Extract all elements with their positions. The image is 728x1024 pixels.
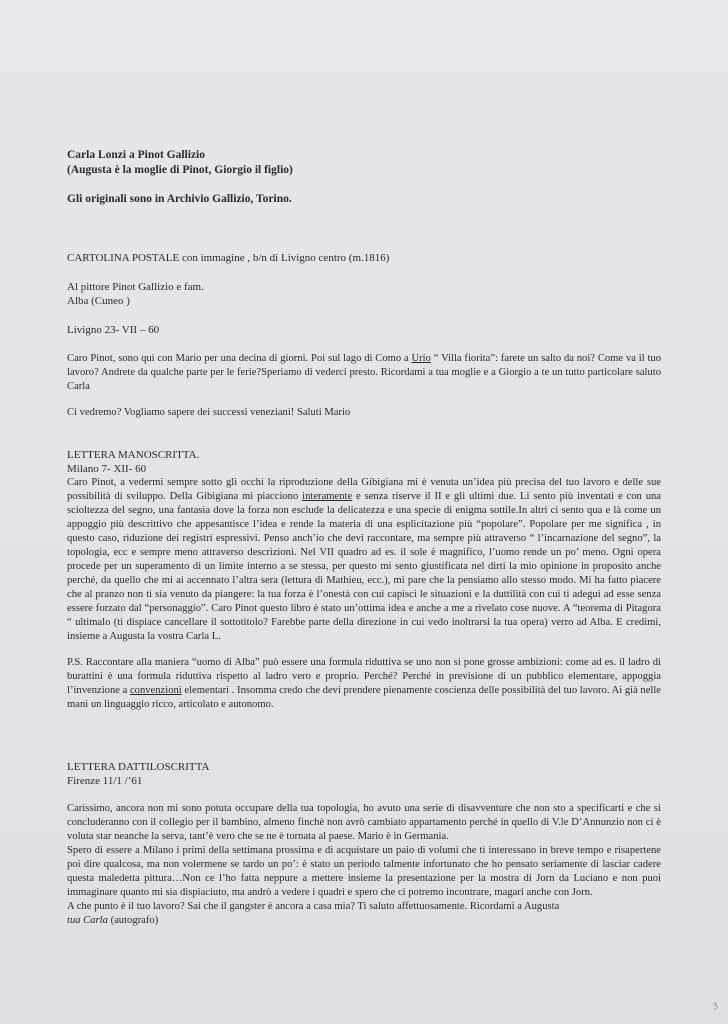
postcard-date: Livigno 23- VII – 60 — [67, 324, 160, 336]
postcard-body-text-2: “ Villa fiorita”: farete un salto da noi? Come va il tuo lavoro? Andrete da qualche parte per le ferie?Speriamo di vederci presto. Ricordami a tua moglie e a Giorgio a te un tutto particolare saluto Carla — [67, 353, 661, 392]
archive-note: Gli originali sono in Archivio Gallizio, Torino. — [67, 193, 292, 205]
letter2-paragraph-3 — [67, 900, 661, 928]
document-header — [67, 148, 661, 207]
letter2-closing: A che punto è il tuo lavoro? Sai che il gangster è ancora a casa mia? Ti saluto affettuosamente. Ricordami a Augusta — [67, 901, 560, 912]
letter-manuscript-section — [67, 448, 661, 712]
letter1-underlined-word: interamente — [302, 491, 353, 502]
letter1-body-text: Caro Pinot, a vedermi sempre sotto gli occhi la riproduzione della Gibigiana mi è venuta un’idea più precisa del tuo lavoro e delle sue possibilità di sviluppo. Della Gibigiana mi piacciono — [67, 477, 661, 502]
letter2-paragraph-1: Carissimo, ancora non mi sono potuta occupare della tua topologia, ho avuto una serie di disavventure che non sto a specificarti e che si concluderanno con il collegio per il bambino, almeno finchè non avrò cambiato appartamento perché in quello di V.le D’Annunzio non ci è voluta star neanche la serva, tant’è vero che se ne è tornata al paese. Mario è in Germania. — [67, 803, 661, 842]
postcard-heading: CARTOLINA POSTALE con immagine , b/n di Livigno centro (m.1816) — [67, 252, 390, 264]
postcard-ps: Ci vedremo? Vogliamo sapere dei successi veneziani! Saluti Mario — [67, 407, 351, 418]
title-line-2: (Augusta è la moglie di Pinot, Giorgio il figlio) — [67, 164, 293, 176]
letter1-body-text-2: e senza riserve il II e gli ultimi due. Li sento più inventati e con una scioltezza del segno, una fantasia dove la forza non esclude la delicatezza e una specie di enigma sottile.In altri ci sento qua e là come un appoggio più descrittivo che appesantisce l’idea e rende la materia di una esplicitazione più “popolare”. Popolare per me significa , in questo caso, riduzione dei registri espressivi. Penso anch’io che devi raccontare, ma sempre più attraverso “ l’incarnazione del segno”, la topologia, ecc e sempre meno attraverso descrizioni. Nel VII quadro ad es. il sole è magnifico, l’uomo rende un po’ meno. Ogni opera procede per un superamento di un limite interno a se stessa, per questo mi sento giustificata nel dirti la mio opinione in proposito anche perché, da quello che mi ai accennato l’altra sera (lettura di Mathieu, ecc.), mi pare che la pensiamo allo stesso modo. Mi ha fatto piacere che al pranzo non ti sia venuto da piangere: la tua forza è l’onestà con cui capisci le situazioni e la duttilità con cui ti adegui ad esse senza essere forzato dal “personaggio”. Caro Pinot questo libro è stato un’ottima idea e anche a me a rivelato cose nuove. A “teorema di Pitagora “ ultimalo (ti dispiace cancellare il sottotitolo? Farebbe parte della direzione in cui vedo inoltrarsi la tua opera) verro ad Alba. E credimi, insieme a Augusta la vostra Carla L. — [67, 491, 661, 642]
corner-pencil-mark: 3 — [710, 1000, 721, 1013]
postcard-body-text: Caro Pinot, sono qui con Mario per una decina di giorni. Poi sul lago di Como a — [67, 353, 412, 364]
postcard-address-1: Al pittore Pinot Gallizio e fam. — [67, 281, 204, 293]
postcard-address-2: Alba (Cuneo ) — [67, 295, 130, 307]
letter2-signature-note: (autografo) — [107, 915, 159, 926]
letter-typed-section — [67, 760, 661, 928]
letter1-ps-underlined-word: convenzioni — [129, 685, 182, 696]
letter1-ps-text-2: elementari . Insomma credo che devi prendere pienamente coscienza delle possibilità del tuo lavoro. Ai già nelle mani un linguaggio ricco, articolato e autonomo. — [67, 685, 662, 710]
letter2-signature: tua Carla — [67, 915, 108, 926]
letter2-date: Firenze 11/1 /’61 — [67, 775, 143, 787]
letter1-heading: LETTERA MANOSCRITTA. — [67, 449, 200, 461]
postcard-body — [67, 352, 661, 394]
postcard-underlined-word: Urio — [411, 353, 431, 364]
letter1-date: Milano 7- XII- 60 — [67, 463, 147, 475]
letter1-ps-text: P.S. Raccontare alla maniera “uomo di Alba” può essere una formula riduttiva se uno non si pone grosse ambizioni: come ad es. il ladro di burattini è una formula riduttiva rispetto al ladro vero e proprio. Perché? Perché in previsione di un pubblico elementare, appoggia l’invenzione a — [67, 657, 661, 696]
postcard-section — [67, 251, 661, 420]
letter1-ps — [67, 656, 661, 712]
letter2-heading: LETTERA DATTILOSCRITTA — [67, 761, 210, 773]
letter2-paragraph-2: Spero di essere a Milano i primi della settimana prossima e di acquistare un paio di volumi che ti interessano in breve tempo e risapertene poi dire qualcosa, ma non volermene se tardo un po’: è stato un periodo talmente infortunato che ho pensato seriamente di lasciar cadere questa maledetta pittura…Non ce l’ho fatta neppure a mettere insieme la presentazione per la mostra di Jorn da Luciano e non puoi immaginare quanto mi sia dispiaciuto, ma andrò a vedere i quadri e spero che ci potremo incontrare, magari anche con Jorn. — [67, 845, 661, 898]
letter1-body — [67, 476, 661, 644]
title-line-1: Carla Lonzi a Pinot Gallizio — [67, 149, 205, 161]
